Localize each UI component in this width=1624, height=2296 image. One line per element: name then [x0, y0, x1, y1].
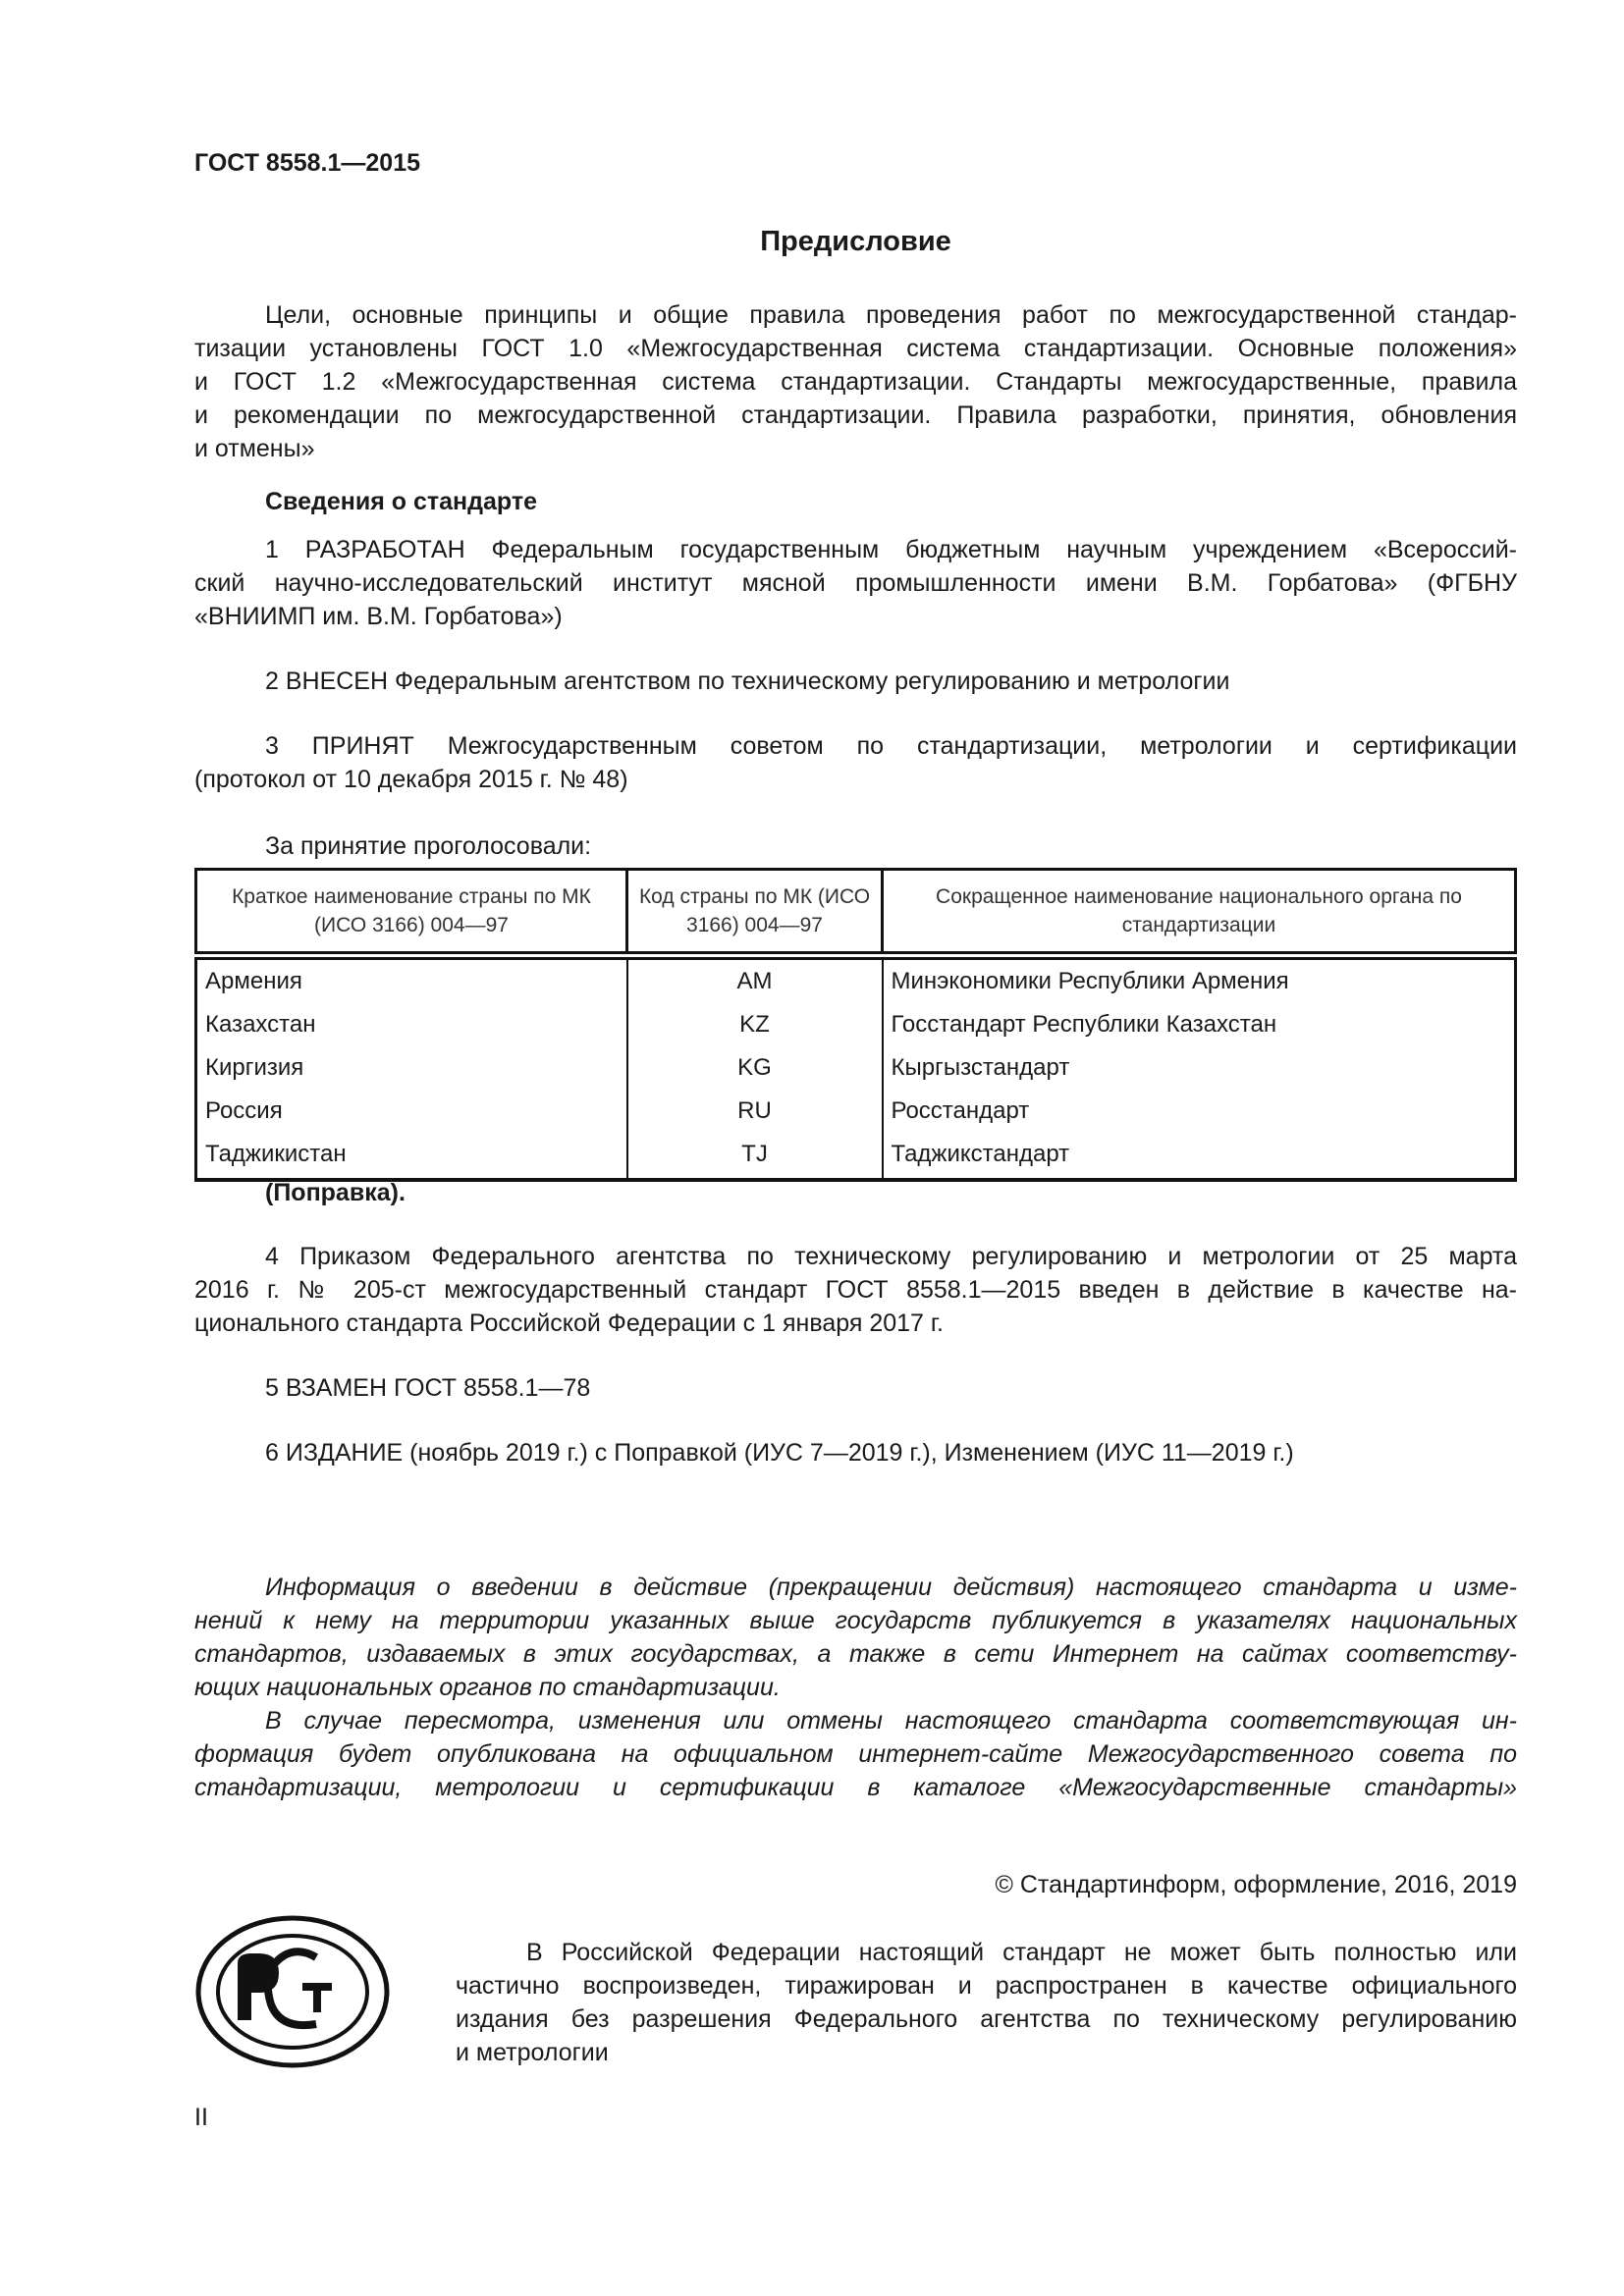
column-header-code: Код страны по МК (ИСО 3166) 004—97 [627, 870, 883, 956]
text-line: 6 ИЗДАНИЕ (ноябрь 2019 г.) с Поправкой (ИУС 7—2019 г.), Изменением (ИУС 11—2019 г.) [265, 1439, 1294, 1467]
country-cell: Россия [196, 1090, 627, 1133]
text-line: стандартизации, метрологии и сертификации в каталоге «Межгосударственные стандарты» [194, 1774, 1517, 1801]
country-cell: Таджикистан [196, 1133, 627, 1180]
vote-label [194, 829, 1517, 863]
item-5 [194, 1371, 1517, 1405]
text-line: Цели, основные принципы и общие правила проведения работ по межгосударственной стандар- [265, 301, 1517, 329]
code-cell: KG [627, 1046, 883, 1090]
text-line: 3 ПРИНЯТ Межгосударственным советом по стандартизации, метрологии и сертификации [265, 732, 1517, 760]
table-row [196, 1003, 1516, 1046]
voting-table [194, 868, 1517, 1182]
text-line: (протокол от 10 декабря 2015 г. № 48) [194, 766, 628, 793]
authority-cell: Росстандарт [883, 1090, 1516, 1133]
text-line: В случае пересмотра, изменения или отмены настоящего стандарта соответствующая ин- [265, 1707, 1517, 1735]
authority-cell: Госстандарт Республики Казахстан [883, 1003, 1516, 1046]
table-row [196, 956, 1516, 1004]
text-line: стандартов, издаваемых в этих государствах, а также в сети Интернет на сайтах соответству- [194, 1640, 1517, 1668]
text-line: 5 ВЗАМЕН ГОСТ 8558.1—78 [265, 1374, 591, 1402]
item-4 [194, 1240, 1517, 1340]
text-line: частично воспроизведен, тиражирован и распространен в качестве официального [456, 1972, 1517, 2000]
code-cell: TJ [627, 1133, 883, 1180]
text-line: и рекомендации по межгосударственной стандартизации. Правила разработки, принятия, обновления [194, 401, 1517, 429]
code-cell: RU [627, 1090, 883, 1133]
text-line: и отмены» [194, 435, 315, 462]
table-row [196, 1046, 1516, 1090]
item-3 [194, 729, 1517, 796]
amendment-note: (Поправка). [265, 1179, 406, 1206]
rst-logo-icon [194, 1914, 391, 2069]
code-cell: AM [627, 956, 883, 1004]
table-header-row [196, 870, 1516, 956]
country-cell: Киргизия [196, 1046, 627, 1090]
authority-cell: Таджикстандарт [883, 1133, 1516, 1180]
text-line: тизации установлены ГОСТ 1.0 «Межгосударственная система стандартизации. Основные положения» [194, 335, 1517, 362]
text-line: 2016 г. № 205-ст межгосударственный стандарт ГОСТ 8558.1—2015 введен в действие в качестве на- [194, 1276, 1517, 1304]
text-line: За принятие проголосовали: [265, 832, 592, 860]
text-line: ющих национальных органов по стандартизации. [194, 1674, 781, 1701]
table-row [196, 1090, 1516, 1133]
page-number: II [194, 2104, 208, 2131]
text-line: «ВНИИМП им. В.М. Горбатова») [194, 603, 563, 630]
text-line: издания без разрешения Федерального агентства по техническому регулированию [456, 2005, 1517, 2033]
text-line: 1 РАЗРАБОТАН Федеральным государственным бюджетным научным учреждением «Всероссий- [265, 536, 1517, 563]
text-line: В Российской Федерации настоящий стандарт не может быть полностью или [526, 1939, 1517, 1966]
section-heading: Сведения о стандарте [265, 488, 538, 515]
text-line: 2 ВНЕСЕН Федеральным агентством по техническому регулированию и метрологии [265, 667, 1230, 695]
copyright: © Стандартинформ, оформление, 2016, 2019 [995, 1871, 1517, 1898]
intro-paragraph [194, 298, 1517, 465]
text-line: ский научно-исследовательский институт мясной промышленности имени В.М. Горбатова» (ФГБНУ [194, 569, 1517, 597]
table-row [196, 1133, 1516, 1180]
text-line: ционального стандарта Российской Федерации с 1 января 2017 г. [194, 1309, 944, 1337]
text-line: нений к нему на территории указанных выше государств публикуется в указателях национальных [194, 1607, 1517, 1634]
authority-cell: Минэкономики Республики Армения [883, 956, 1516, 1004]
voting-table-wrap [194, 868, 1517, 1182]
text-line: и метрологии [456, 2039, 609, 2066]
item-2 [194, 665, 1517, 698]
notice-introduction [194, 1571, 1517, 1804]
page-title: Предисловие [760, 226, 951, 257]
text-line: и ГОСТ 1.2 «Межгосударственная система стандартизации. Стандарты межгосударственные, правила [194, 368, 1517, 396]
code-cell: KZ [627, 1003, 883, 1046]
country-cell: Армения [196, 956, 627, 1004]
country-cell: Казахстан [196, 1003, 627, 1046]
column-header-authority: Сокращенное наименование национального органа по стандартизации [883, 870, 1516, 956]
column-header-country: Краткое наименование страны по МК (ИСО 3166) 004—97 [196, 870, 627, 956]
item-6 [194, 1436, 1517, 1469]
document-id: ГОСТ 8558.1—2015 [194, 149, 421, 177]
text-line: формация будет опубликована на официальном интернет-сайте Межгосударственного совета по [194, 1740, 1517, 1768]
item-1 [194, 533, 1517, 633]
legal-notice [456, 1936, 1517, 2069]
authority-cell: Кыргызстандарт [883, 1046, 1516, 1090]
text-line: 4 Приказом Федерального агентства по техническому регулированию и метрологии от 25 марта [265, 1243, 1517, 1270]
text-line: Информация о введении в действие (прекращении действия) настоящего стандарта и изме- [265, 1574, 1517, 1601]
